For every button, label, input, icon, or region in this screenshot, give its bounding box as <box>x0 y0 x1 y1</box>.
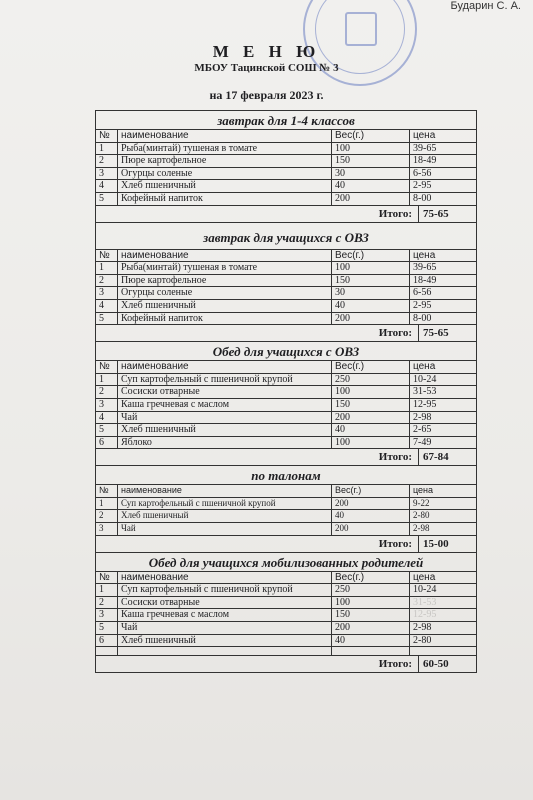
item-weight: 40 <box>332 424 410 436</box>
total-label: Итого: <box>378 658 412 671</box>
item-number: 2 <box>96 275 118 287</box>
item-weight: 40 <box>332 180 410 192</box>
item-name: Каша гречневая с маслом <box>118 609 332 621</box>
item-price: 2-80 <box>413 634 432 646</box>
item-price: 2-98 <box>413 411 432 423</box>
col-number-header: № <box>96 130 118 142</box>
table-row <box>96 300 476 313</box>
item-weight: 200 <box>332 498 410 510</box>
item-price: 2-98 <box>413 523 430 534</box>
item-weight: 250 <box>332 374 410 386</box>
item-price: 8-00 <box>413 192 432 204</box>
item-weight: 150 <box>332 609 410 621</box>
blank-cell <box>332 647 410 655</box>
section-total <box>96 656 476 672</box>
item-weight: 100 <box>332 262 410 274</box>
item-name: Пюре картофельное <box>118 275 332 287</box>
blank-row <box>96 647 476 656</box>
section-total <box>96 206 476 222</box>
total-value: 75-65 <box>418 325 476 341</box>
item-number: 1 <box>96 262 118 274</box>
item-number: 5 <box>96 193 118 205</box>
item-name: Хлеб пшеничный <box>118 510 332 522</box>
item-number: 3 <box>96 523 118 535</box>
table-header-row <box>96 361 476 374</box>
item-number: 4 <box>96 180 118 192</box>
menu-table <box>95 110 477 673</box>
section-total <box>96 325 476 341</box>
item-price: 7-49 <box>413 436 432 448</box>
item-name: Кофейный напиток <box>118 193 332 205</box>
item-name: Рыба(минтай) тушеная в томате <box>118 143 332 155</box>
item-price: 6-56 <box>413 287 432 299</box>
table-row <box>96 275 476 288</box>
menu-section <box>96 223 476 343</box>
item-weight: 200 <box>332 523 410 535</box>
menu-section <box>96 111 476 223</box>
item-name: Хлеб пшеничный <box>118 300 332 312</box>
item-weight: 150 <box>332 275 410 287</box>
item-weight: 30 <box>332 287 410 299</box>
item-number: 3 <box>96 168 118 180</box>
total-value: 75-65 <box>418 206 476 222</box>
col-price-header: цена <box>413 571 436 583</box>
item-number: 3 <box>96 287 118 299</box>
section-total <box>96 536 476 552</box>
item-number: 1 <box>96 584 118 596</box>
item-name: Хлеб пшеничный <box>118 180 332 192</box>
col-number-header: № <box>96 250 118 262</box>
item-price: 39-65 <box>413 262 437 274</box>
item-price: 9-22 <box>413 497 430 508</box>
table-row <box>96 635 476 648</box>
menu-section <box>96 553 476 674</box>
item-weight: 40 <box>332 510 410 522</box>
item-weight: 150 <box>332 155 410 167</box>
item-number: 5 <box>96 313 118 325</box>
table-row <box>96 498 476 511</box>
total-label: Итого: <box>378 327 412 340</box>
col-weight-header: Вес(г.) <box>332 485 410 497</box>
section-title: завтрак для 1-4 классов <box>96 111 476 130</box>
col-number-header: № <box>96 361 118 373</box>
table-row <box>96 287 476 300</box>
table-row <box>96 155 476 168</box>
table-header-row <box>96 572 476 585</box>
col-name-header: наименование <box>118 130 332 142</box>
total-label: Итого: <box>378 537 412 550</box>
item-number: 4 <box>96 412 118 424</box>
item-number: 1 <box>96 143 118 155</box>
table-row <box>96 622 476 635</box>
col-name-header: наименование <box>118 572 332 584</box>
blank-cell <box>410 647 476 655</box>
item-weight: 200 <box>332 412 410 424</box>
col-weight-header: Вес(г.) <box>332 250 410 262</box>
table-row <box>96 313 476 326</box>
col-name-header: наименование <box>118 485 332 497</box>
item-weight: 40 <box>332 635 410 647</box>
item-number: 1 <box>96 374 118 386</box>
item-name: Рыба(минтай) тушеная в томате <box>118 262 332 274</box>
section-title: Обед для учащихся мобилизованных родителей <box>96 553 476 572</box>
total-label: Итого: <box>378 207 412 220</box>
item-number: 2 <box>96 155 118 167</box>
table-row <box>96 193 476 206</box>
item-price: 31-53 <box>413 596 437 608</box>
item-weight: 100 <box>332 143 410 155</box>
item-name: Суп картофельный с пшеничной крупой <box>118 584 332 596</box>
item-name: Сосиски отварные <box>118 386 332 398</box>
col-name-header: наименование <box>118 361 332 373</box>
col-price-header: цена <box>413 485 434 496</box>
item-name: Суп картофельный с пшеничной крупой <box>118 498 332 510</box>
table-row <box>96 168 476 181</box>
item-price: 31-53 <box>413 386 437 398</box>
item-price: 2-95 <box>413 299 432 311</box>
table-row <box>96 510 476 523</box>
school-name: МБОУ Тацинской СОШ № 3 <box>194 62 339 74</box>
table-row <box>96 584 476 597</box>
item-name: Чай <box>118 412 332 424</box>
total-label: Итого: <box>378 451 412 464</box>
blank-cell <box>96 647 118 655</box>
item-weight: 150 <box>332 399 410 411</box>
section-title: завтрак для учащихся с ОВЗ <box>96 223 476 250</box>
table-row <box>96 143 476 156</box>
item-name: Яблоко <box>118 437 332 449</box>
col-price-header: цена <box>413 130 436 141</box>
item-weight: 100 <box>332 437 410 449</box>
item-price: 10-24 <box>413 584 437 596</box>
item-number: 6 <box>96 635 118 647</box>
item-name: Чай <box>118 622 332 634</box>
item-price: 2-65 <box>413 424 432 436</box>
item-price: 8-00 <box>413 312 432 324</box>
item-price: 12-95 <box>413 609 437 621</box>
item-name: Огурцы соленые <box>118 168 332 180</box>
total-value: 67-84 <box>418 449 476 465</box>
item-weight: 250 <box>332 584 410 596</box>
item-number: 1 <box>96 498 118 510</box>
item-number: 5 <box>96 622 118 634</box>
page-title: М Е Н Ю <box>212 42 321 61</box>
item-name: Пюре картофельное <box>118 155 332 167</box>
table-row <box>96 386 476 399</box>
item-price: 18-49 <box>413 155 437 167</box>
section-total <box>96 449 476 465</box>
item-name: Сосиски отварные <box>118 597 332 609</box>
col-number-header: № <box>96 572 118 584</box>
item-number: 2 <box>96 510 118 522</box>
col-name-header: наименование <box>118 250 332 262</box>
item-price: 10-24 <box>413 373 437 385</box>
item-price: 12-95 <box>413 398 437 410</box>
item-weight: 30 <box>332 168 410 180</box>
item-weight: 40 <box>332 300 410 312</box>
col-price-header: цена <box>413 249 436 261</box>
item-price: 2-80 <box>413 510 430 521</box>
item-number: 2 <box>96 597 118 609</box>
table-header-row <box>96 130 476 143</box>
table-header-row <box>96 485 476 498</box>
section-title: Обед для учащихся с ОВЗ <box>96 342 476 361</box>
item-name: Каша гречневая с маслом <box>118 399 332 411</box>
table-row <box>96 597 476 610</box>
col-weight-header: Вес(г.) <box>332 572 410 584</box>
item-name: Огурцы соленые <box>118 287 332 299</box>
table-row <box>96 180 476 193</box>
item-name: Суп картофельный с пшеничной крупой <box>118 374 332 386</box>
item-name: Хлеб пшеничный <box>118 424 332 436</box>
menu-section <box>96 342 476 466</box>
item-price: 2-98 <box>413 622 432 634</box>
item-price: 2-95 <box>413 180 432 192</box>
item-weight: 200 <box>332 313 410 325</box>
col-number-header: № <box>96 485 118 497</box>
item-number: 3 <box>96 399 118 411</box>
table-row <box>96 262 476 275</box>
section-title: по талонам <box>96 466 476 485</box>
total-value: 60-50 <box>418 656 476 672</box>
col-weight-header: Вес(г.) <box>332 361 410 373</box>
item-number: 5 <box>96 424 118 436</box>
table-row <box>96 609 476 622</box>
item-price: 6-56 <box>413 167 432 179</box>
item-price: 18-49 <box>413 274 437 286</box>
item-weight: 100 <box>332 597 410 609</box>
item-price: 39-65 <box>413 142 437 154</box>
col-price-header: цена <box>413 361 436 373</box>
item-weight: 100 <box>332 386 410 398</box>
blank-cell <box>118 647 332 655</box>
table-row <box>96 399 476 412</box>
item-number: 2 <box>96 386 118 398</box>
item-number: 3 <box>96 609 118 621</box>
menu-section <box>96 466 476 552</box>
item-number: 6 <box>96 437 118 449</box>
item-name: Чай <box>118 523 332 535</box>
table-header-row <box>96 250 476 263</box>
total-value: 15-00 <box>418 536 476 552</box>
item-name: Кофейный напиток <box>118 313 332 325</box>
item-number: 4 <box>96 300 118 312</box>
table-row <box>96 374 476 387</box>
item-name: Хлеб пшеничный <box>118 635 332 647</box>
table-row <box>96 424 476 437</box>
item-weight: 200 <box>332 622 410 634</box>
table-row <box>96 412 476 425</box>
signature: Бударин С. А. <box>450 0 521 12</box>
table-row <box>96 523 476 536</box>
item-weight: 200 <box>332 193 410 205</box>
menu-date: на 17 февраля 2023 г. <box>209 88 324 102</box>
table-row <box>96 437 476 450</box>
col-weight-header: Вес(г.) <box>332 130 410 142</box>
